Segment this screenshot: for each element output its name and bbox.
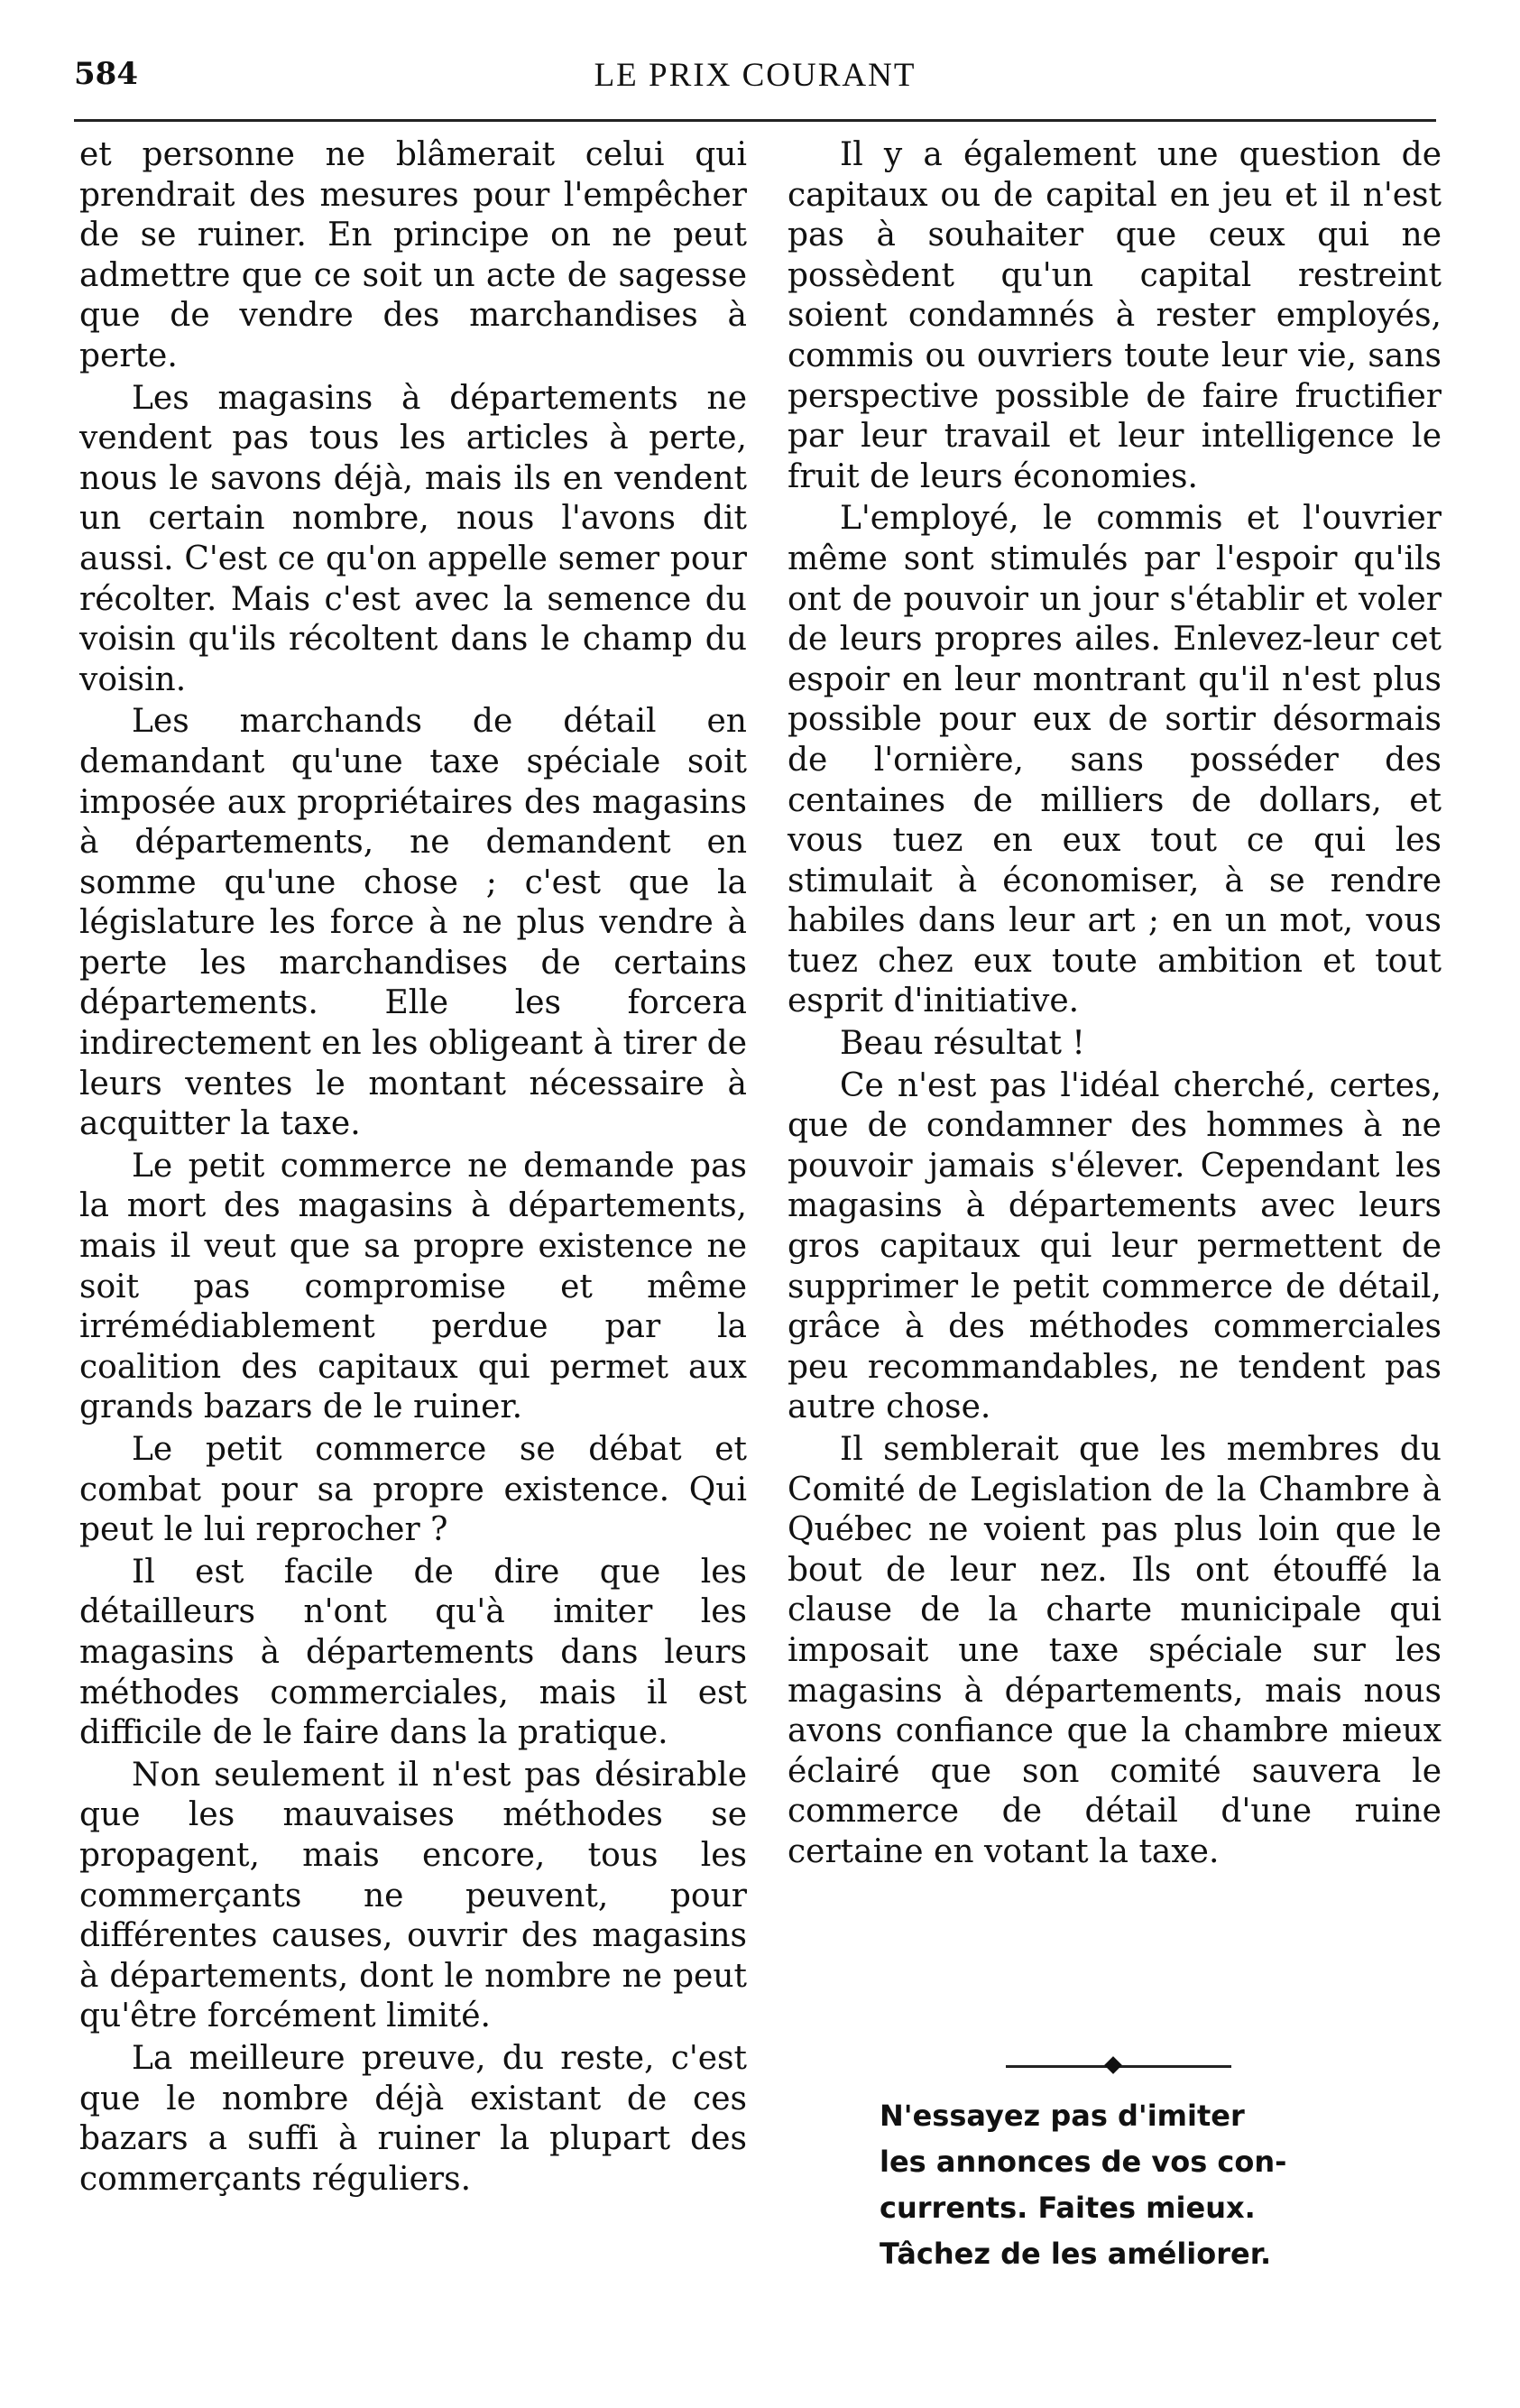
paragraph: Il est facile de dire que les détailleurs n'ont qu'à imiter les magasins à départements dans leurs méthodes commerciales, mais il est difficile de le faire dans la pratique. [79, 1553, 747, 1752]
paragraph: et personne ne blâmerait celui qui prendrait des mesures pour l'empêcher de se ruiner. En principe on ne peut admettre que ce soit un acte de sagesse que de vendre des marchandises à perte. [79, 136, 747, 374]
paragraph: Il semblerait que les membres du Comité de Legislation de la Chambre à Québec ne voient pas plus loin que le bout de leur nez. Ils ont étouffé la clause de la charte municipale qui imposait une taxe spéciale sur les magasins à départements, mais nous avons confiance que la chambre mieux éclairé que son comité sauvera le commerce de détail d'une ruine certaine en votant la taxe. [788, 1431, 1442, 1870]
paragraph: Les magasins à départements ne vendent pas tous les articles à perte, nous le savons déjà, mais ils en vendent un certain nombre, nous l'avons dit aussi. C'est ce qu'on appelle semer pour récolter. Mais c'est avec la semence du voisin qu'ils récoltent dans le champ du voisin. [79, 379, 747, 698]
paragraph: L'employé, le commis et l'ouvrier même sont stimulés par l'espoir qu'ils ont de pouvoir un jour s'établir et voler de leurs propres ailes. Enlevez-leur cet espoir en leur montrant qu'il n'est plus possible pour eux de sortir désormais de l'ornière, sans posséder des centaines de milliers de dollars, et vous tuez en eux tout ce qui les stimulait à économiser, à se rendre habiles dans leur art ; en un mot, vous tuez chez eux toute ambition et tout esprit d'initiative. [788, 500, 1442, 1020]
paragraph: Beau résultat ! [840, 1025, 1085, 1063]
section-divider [1006, 2057, 1231, 2075]
paragraph: Le petit commerce ne demande pas la mort des magasins à départements, mais il veut que sa propre existence ne soit pas compromise et même irrémédiablement perdue par la coalition des capitaux qui permet aux grands bazars de le ruiner. [79, 1147, 747, 1426]
right-column [788, 135, 1442, 1875]
running-title: LE PRIX COURANT [594, 57, 917, 94]
paragraph: Il y a également une question de capitaux ou de capital en jeu et il n'est pas à souhaiter que ceux qui ne possèdent qu'un capital restreint soient condamnés à rester employés, commis ou ouvriers toute leur vie, sans perspective possible de faire fructifier par leur travail et leur intelligence le fruit de leurs économies. [788, 136, 1442, 495]
paragraph: Non seulement il n'est pas désirable que les mauvaises méthodes se propagent, mais encore, tous les commerçants ne peuvent, pour différentes causes, ouvrir des magasins à départements, dont le nombre ne peut qu'être forcément limité. [79, 1756, 747, 2035]
notice-line: currents. Faites mieux. [880, 2191, 1256, 2225]
paragraph: La meilleure preuve, du reste, c'est que le nombre déjà existant de ces bazars a suffi à ruiner la plupart des commerçants réguliers. [79, 2039, 747, 2198]
notice-line: les annonces de vos con- [880, 2145, 1287, 2179]
page-number: 584 [74, 56, 138, 92]
running-head [74, 56, 1436, 106]
notice-line: N'essayez pas d'imiter [880, 2099, 1245, 2133]
header-rule [74, 119, 1436, 122]
paragraph: Le petit commerce se débat et combat pour sa propre existence. Qui peut le lui reprocher ? [79, 1431, 747, 1549]
left-column [79, 135, 747, 2201]
paragraph: Les marchands de détail en demandant qu'une taxe spéciale soit imposée aux propriétaires des magasins à départements, ne demandent en somme qu'une chose ; c'est que la législature les force à ne plus vendre à perte les marchandises de certains départements. Elle les forcera indirectement en les obligeant à tirer de leurs ventes le montant nécessaire à acquitter la taxe. [79, 703, 747, 1143]
diamond-ornament-icon [1104, 2056, 1122, 2074]
notice-line: Tâchez de les améliorer. [880, 2237, 1272, 2271]
advertising-notice [880, 2093, 1367, 2277]
paragraph: Ce n'est pas l'idéal cherché, certes, que de condamner des hommes à ne pouvoir jamais s'élever. Cependant les magasins à départements avec leurs gros capitaux qui leur permettent de supprimer le petit commerce de détail, grâce à des méthodes commerciales peu recommandables, ne tendent pas autre chose. [788, 1066, 1442, 1426]
